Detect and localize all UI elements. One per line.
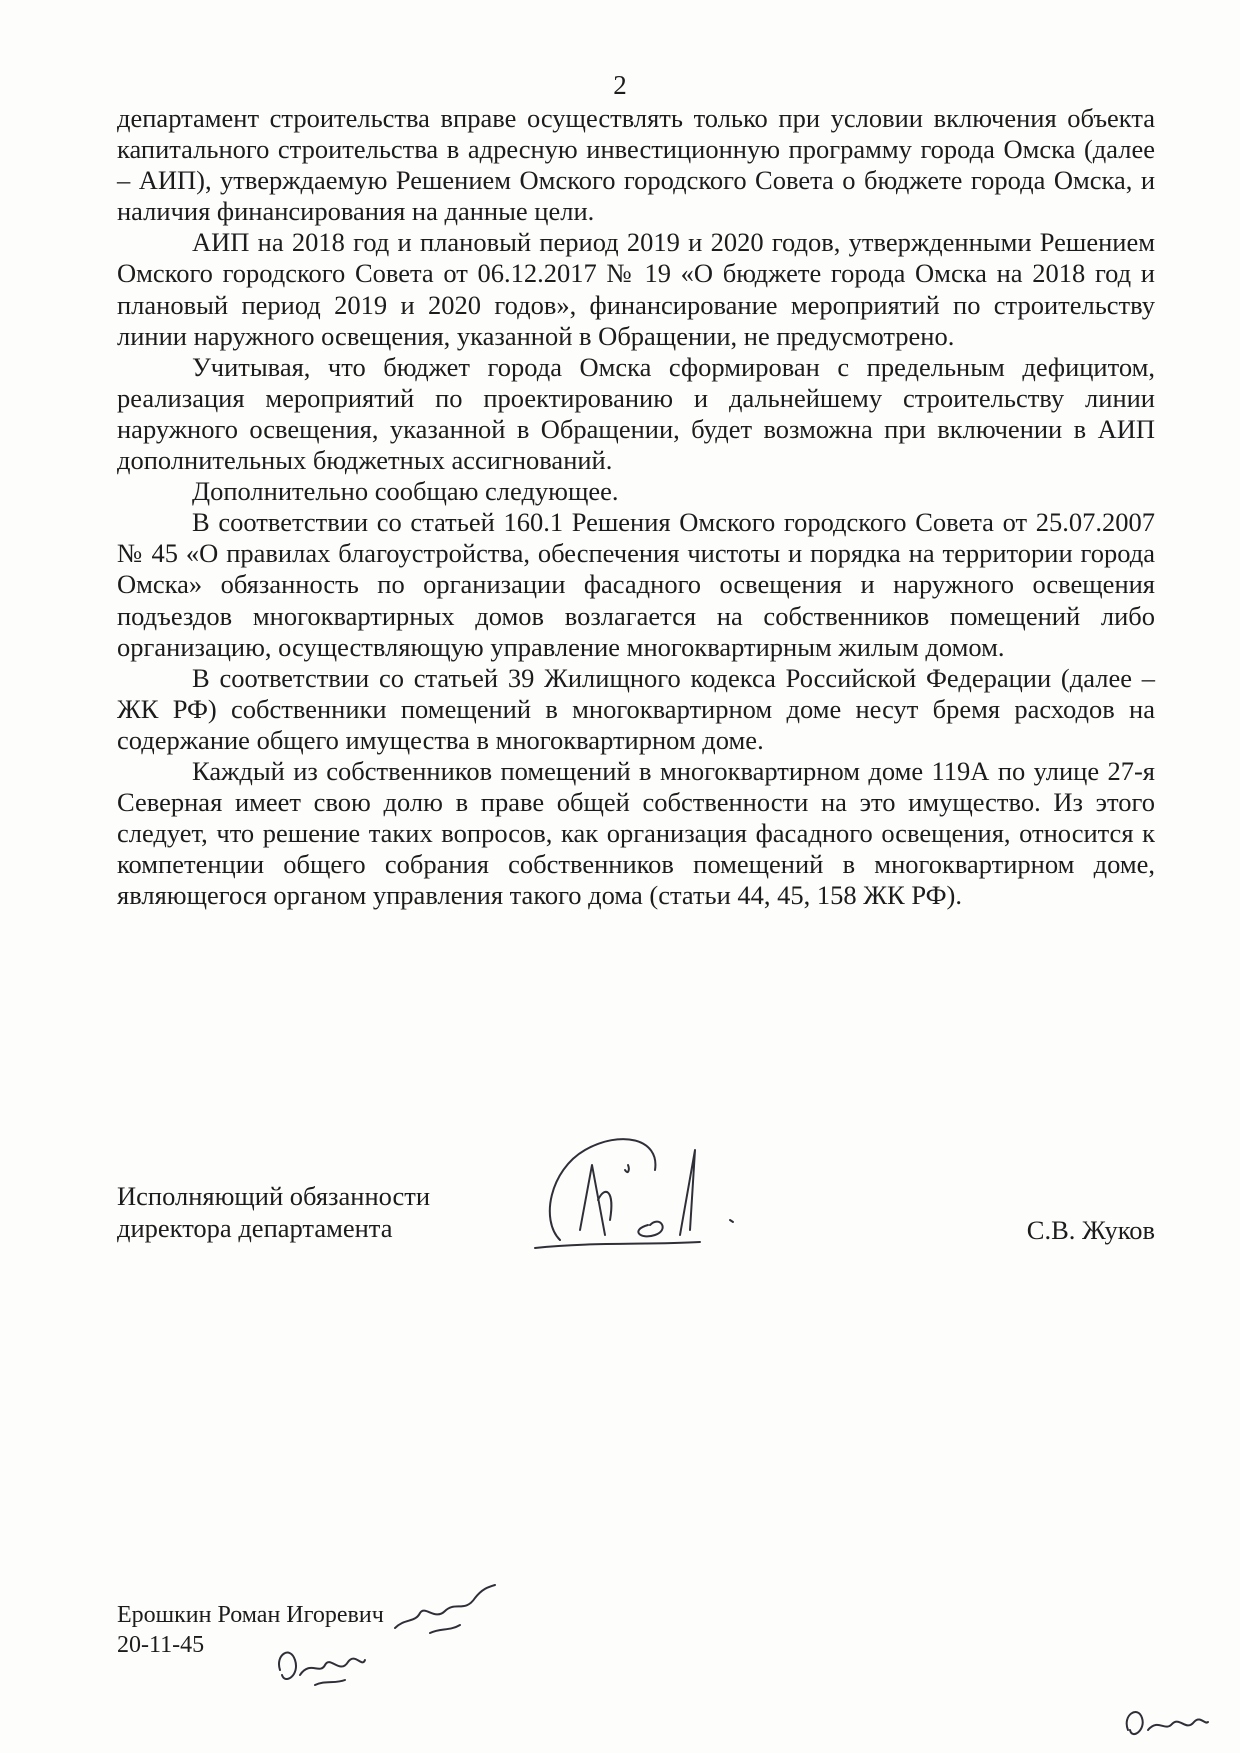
letter-body [117,103,1155,911]
handwritten-initials [270,1640,370,1690]
executor-phone: 20-11-45 [117,1632,205,1658]
signer-title [117,1180,430,1244]
paragraph-4: Дополнительно сообщаю следующее. [192,476,619,507]
handwritten-initials [390,1583,500,1643]
handwritten-signature [530,1130,780,1255]
executor-name: Ерошкин Роман Игоревич [117,1602,384,1628]
paragraph-3: Учитывая, что бюджет города Омска сформирован с предельным дефицитом, реализация мероприятий по проектированию и дальнейшему строительству линии наружного освещения, указанной в Обращении, будет возможна при включении в АИП дополнительных бюджетных ассигнований. [117,351,1155,476]
handwritten-initials [1120,1700,1210,1745]
signer-title-line-2: директора департамента [117,1213,393,1243]
signer-name: С.В. Жуков [1026,1215,1155,1245]
paragraph-2: АИП на 2018 год и плановый период 2019 и 2020 годов, утвержденными Решением Омского городского Совета от 06.12.2017 № 19 «О бюджете города Омска на 2018 год и плановый период 2019 и 2020 годов», финансирование мероприятий по строительству линии наружного освещения, указанной в Обращении, не предусмотрено. [117,227,1155,351]
page-number: 2 [613,70,627,100]
signer-title-line-1: Исполняющий обязанности [117,1181,431,1211]
paragraph-7: Каждый из собственников помещений в многоквартирном доме 119А по улице 27-я Северная имеет свою долю в праве общей собственности на это имущество. Из этого следует, что решение таких вопросов, как организация фасадного освещения, относится к компетенции общего собрания собственников помещений в многоквартирном доме, являющегося органом управления такого дома (статьи 44, 45, 158 ЖК РФ). [117,755,1155,911]
paragraph-6: В соответствии со статьей 39 Жилищного кодекса Российской Федерации (далее – ЖК РФ) собственники помещений в многоквартирном доме несут бремя расходов на содержание общего имущества в многоквартирном доме. [117,662,1155,755]
paragraph-1: департамент строительства вправе осуществлять только при условии включения объекта капитального строительства в адресную инвестиционную программу города Омска (далее – АИП), утверждаемую Решением Омского городского Совета о бюджете города Омска, и наличия финансирования на данные цели. [117,103,1155,227]
paragraph-5: В соответствии со статьей 160.1 Решения Омского городского Совета от 25.07.2007 № 45 «О правилах благоустройства, обеспечения чистоты и порядка на территории города Омска» обязанность по организации фасадного освещения и наружного освещения подъездов многоквартирных домов возлагается на собственников помещений либо организацию, осуществляющую управление многоквартирным жилым домом. [117,507,1155,662]
